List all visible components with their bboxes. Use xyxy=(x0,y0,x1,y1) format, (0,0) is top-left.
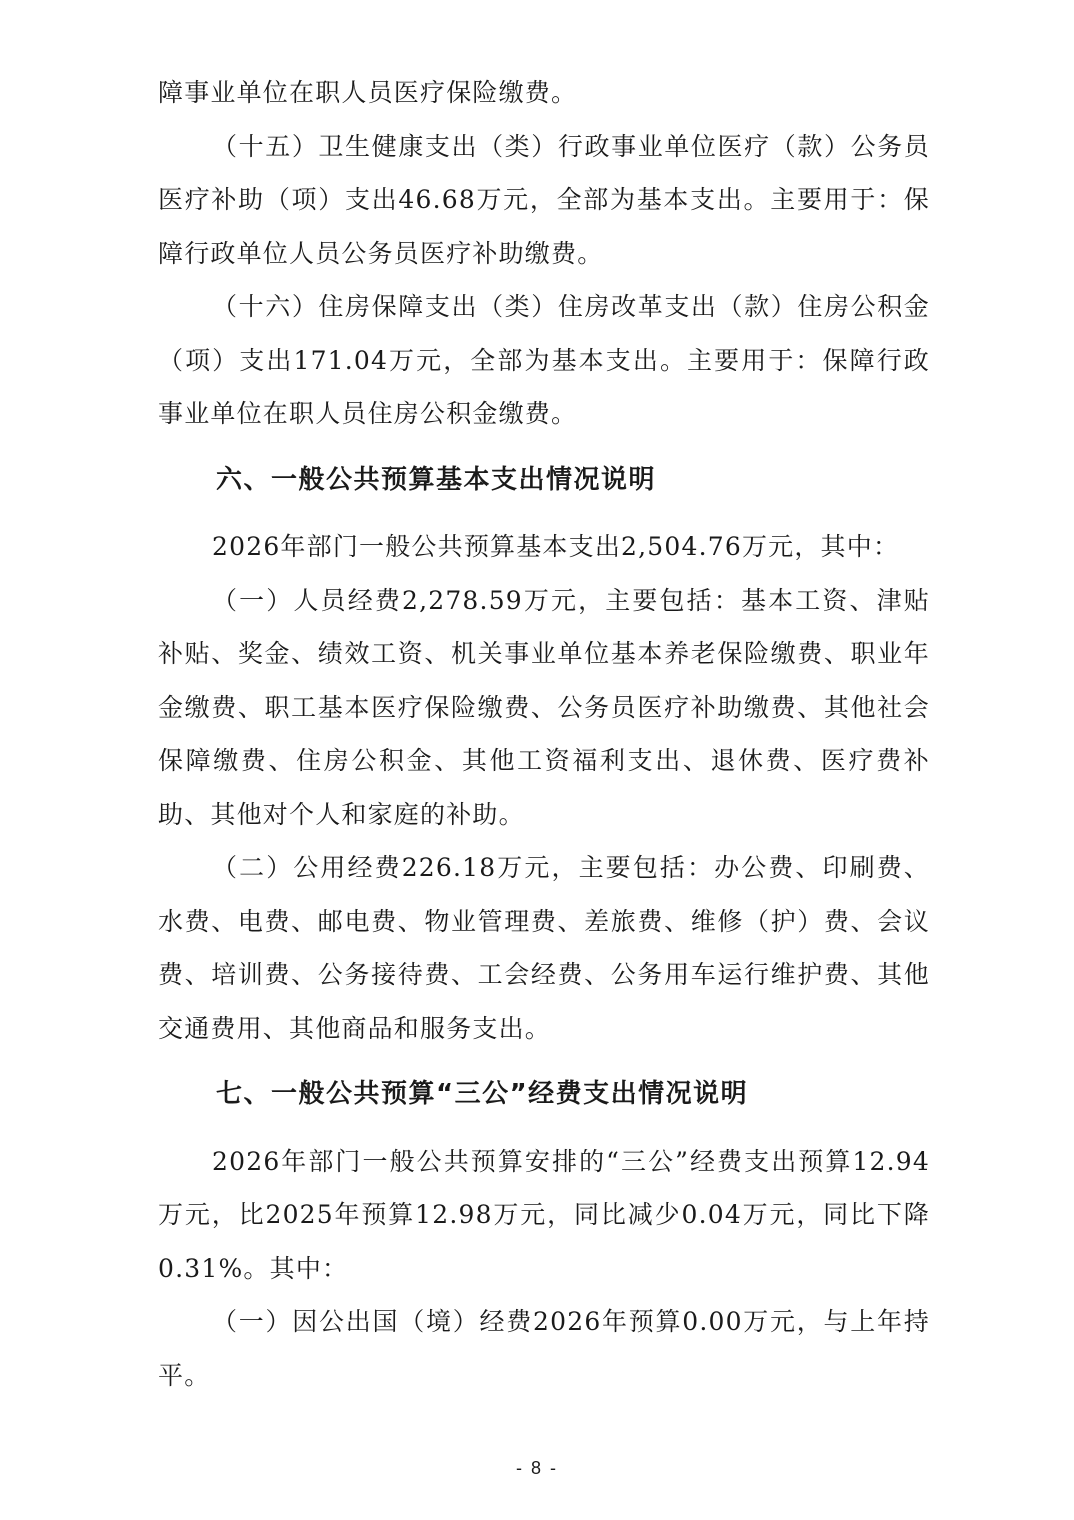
paragraph-continuation: 障事业单位在职人员医疗保险缴费。 xyxy=(158,78,578,107)
section-6-personnel-costs: （一）人员经费2,278.59万元，主要包括：基本工资、津贴补贴、奖金、绩效工资、机关事业单位基本养老保险缴费、职业年金缴费、职工基本医疗保险缴费、公务员医疗补助缴费、其他社会保障缴费、住房公积金、其他工资福利支出、退休费、医疗费补助、其他对个人和家庭的补助。 xyxy=(158,585,930,829)
section-6-intro: 2026年部门一般公共预算基本支出2,504.76万元，其中： xyxy=(212,532,900,561)
section-7-heading: 七、一般公共预算“三公”经费支出情况说明 xyxy=(216,1079,749,1109)
paragraph-item-15: （十五）卫生健康支出（类）行政事业单位医疗（款）公务员医疗补助（项）支出46.68万元，全部为基本支出。主要用于：保障行政单位人员公务员医疗补助缴费。 xyxy=(158,131,930,268)
paragraph-item-16: （十六）住房保障支出（类）住房改革支出（款）住房公积金（项）支出171.04万元，全部为基本支出。主要用于：保障行政事业单位在职人员住房公积金缴费。 xyxy=(158,292,930,428)
document-body xyxy=(158,66,930,1402)
section-6-heading: 六、一般公共预算基本支出情况说明 xyxy=(216,464,657,495)
section-7-intro: 2026年部门一般公共预算安排的“三公”经费支出预算12.94万元，比2025年预算12.98万元，同比减少0.04万元，同比下降0.31%。其中： xyxy=(158,1146,930,1283)
section-7-overseas-travel: （一）因公出国（境）经费2026年预算0.00万元，与上年持平。 xyxy=(158,1307,930,1390)
section-6-public-costs: （二）公用经费226.18万元，主要包括：办公费、印刷费、水费、电费、邮电费、物业管理费、差旅费、维修（护）费、会议费、培训费、公务接待费、工会经费、公务用车运行维护费、其他交通费用、其他商品和服务支出。 xyxy=(158,853,930,1043)
page-number: - 8 - xyxy=(515,1458,558,1478)
